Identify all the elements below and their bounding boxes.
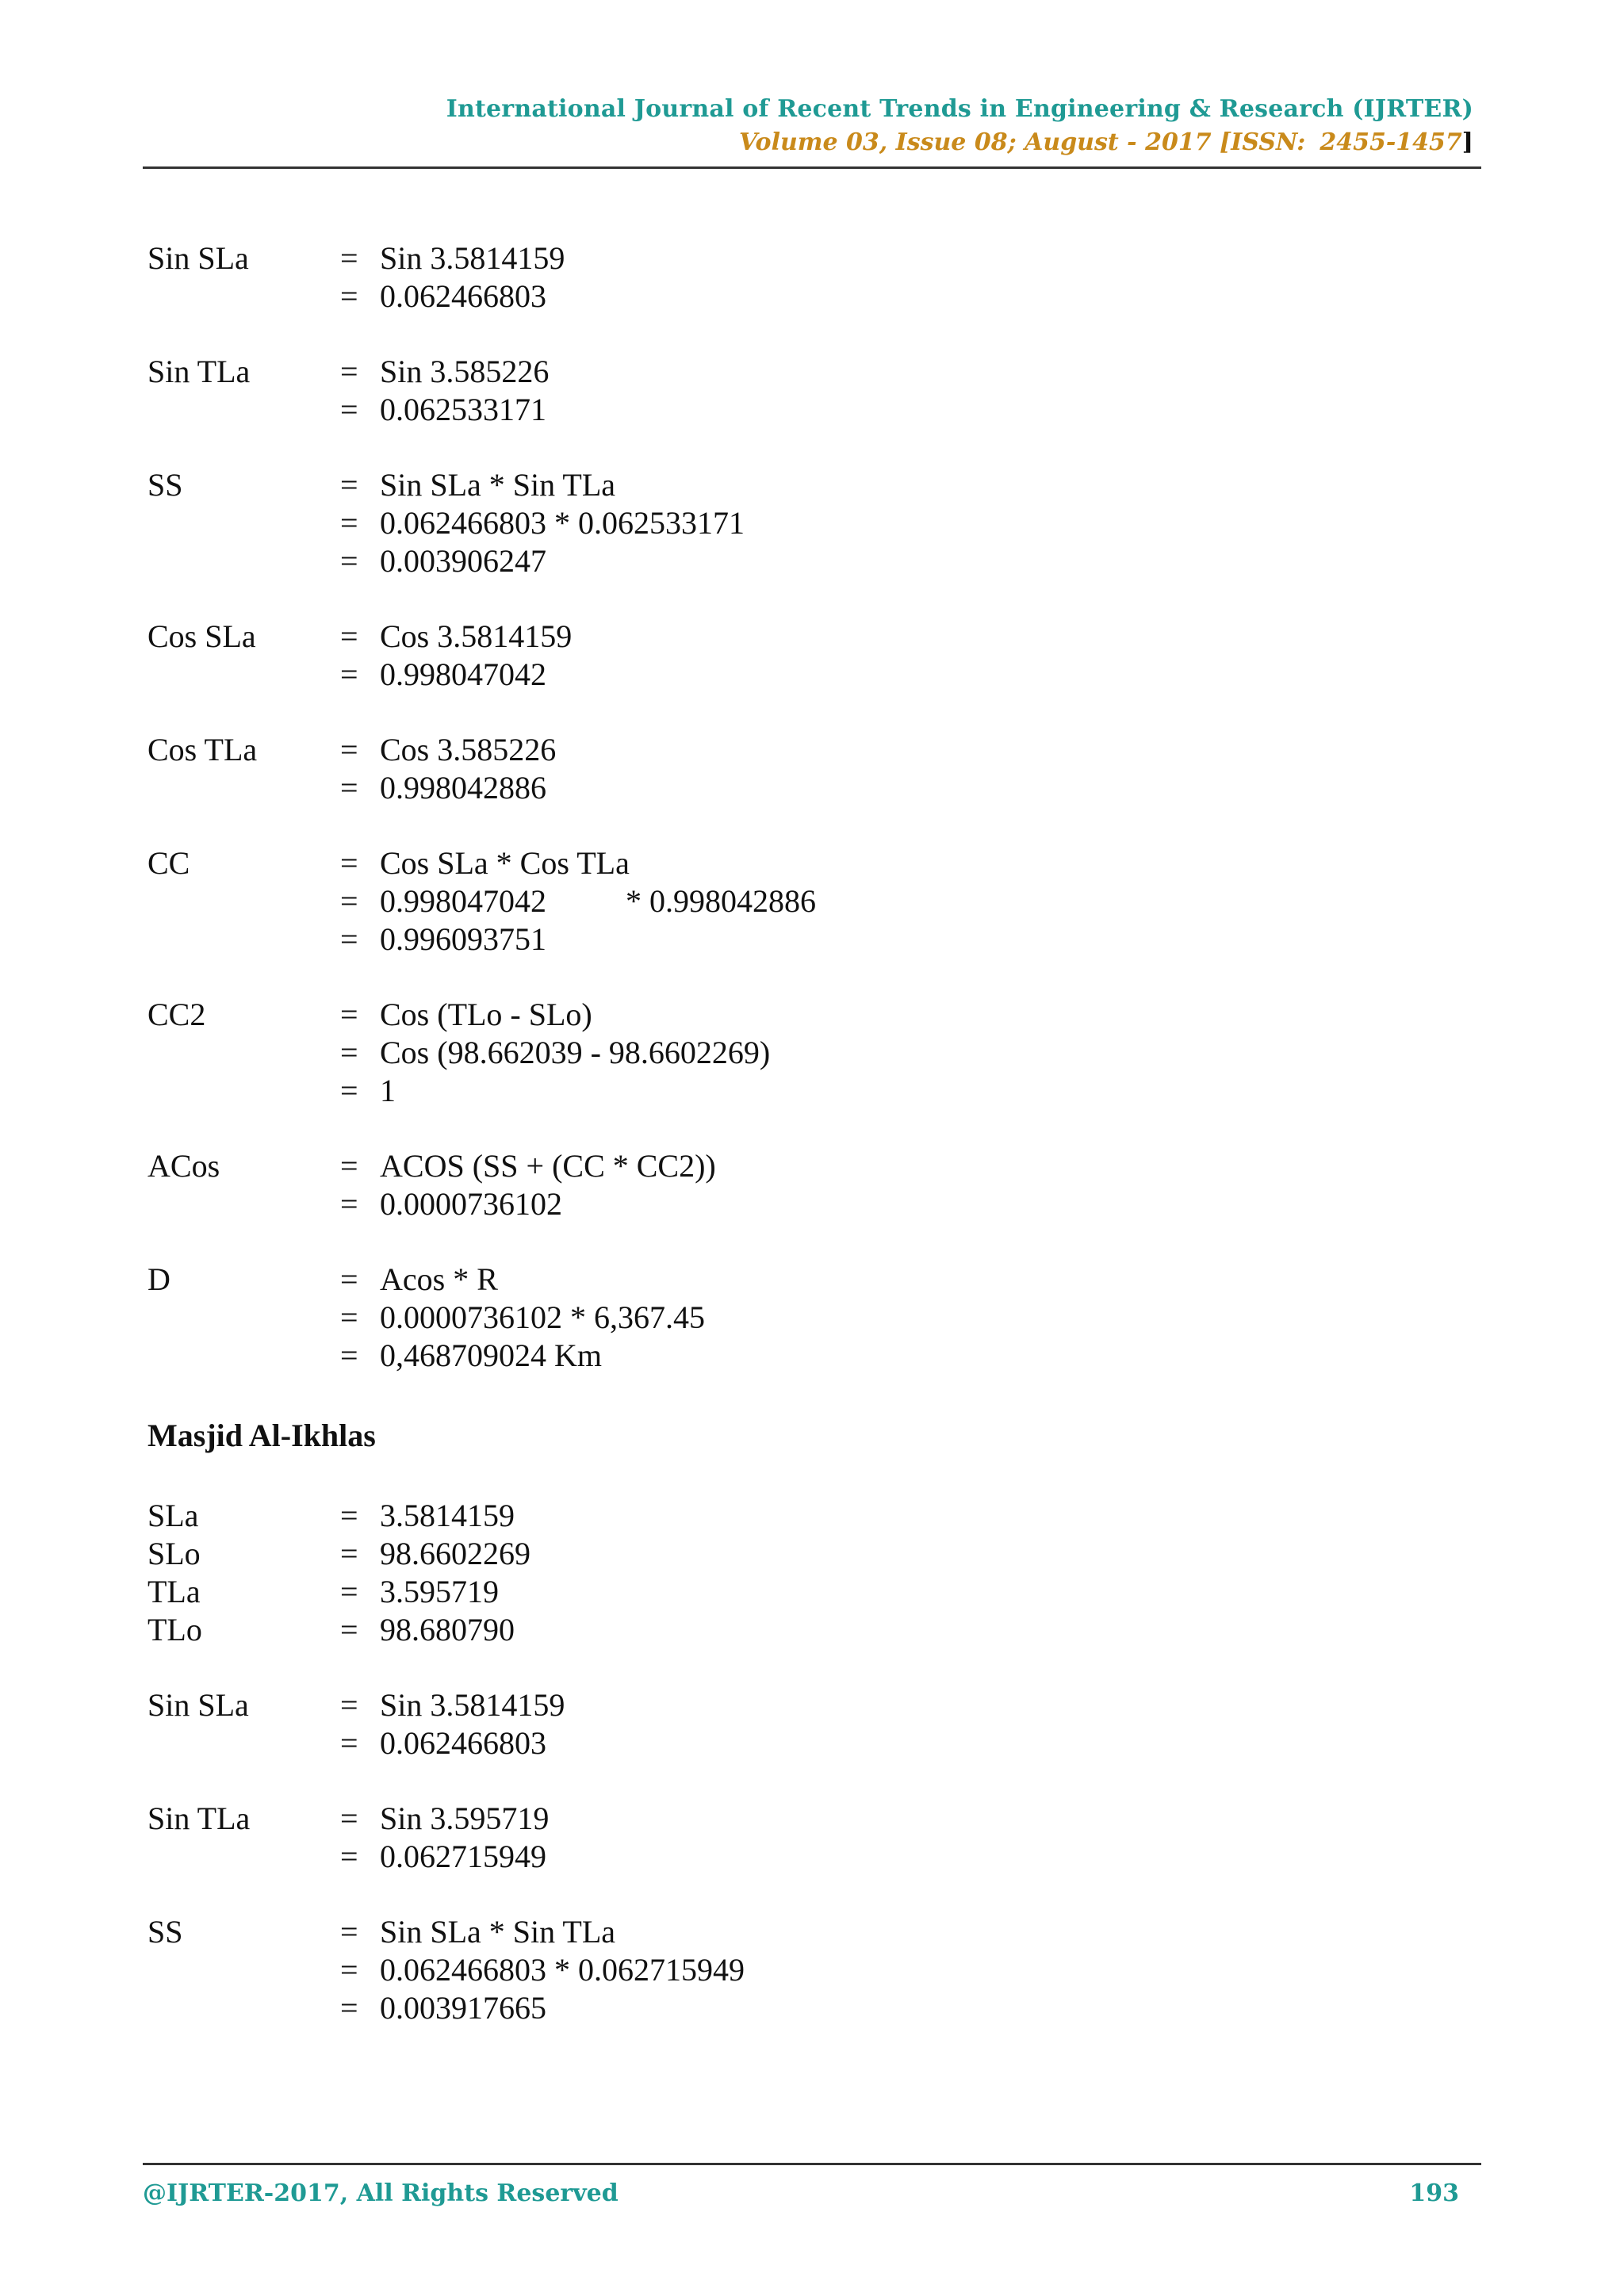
equation-row [147,731,1480,769]
equation-row [147,844,1480,882]
variable-label: Sin SLa [147,240,249,276]
expression: 0.062466803 [380,278,546,314]
equals-sign: = [340,1299,358,1335]
equation-row [147,353,1480,391]
expression: 0.996093751 [380,921,546,957]
expression: Cos (TLo - SLo) [380,997,592,1032]
equals-sign: = [340,1687,358,1723]
equation-row [147,882,1480,920]
expression: 0.062466803 * 0.062533171 [380,505,745,541]
equation-row [147,1034,1480,1072]
expression: 0.062466803 [380,1725,546,1761]
equation-row [147,1686,1480,1724]
section-heading: Masjid Al-Ikhlas [147,1418,376,1453]
variable-label: TLo [147,1612,202,1647]
equation-row [147,466,1480,504]
equals-sign: = [340,1725,358,1761]
equals-sign: = [340,1186,358,1222]
equation-row [147,277,1480,316]
equals-sign: = [340,392,358,427]
equals-sign: = [340,1337,358,1373]
expression: ACOS (SS + (CC * CC2)) [380,1148,716,1184]
equation-row [147,391,1480,429]
variable-label: D [147,1261,170,1297]
coordinate-value: 98.6602269 [380,1536,530,1571]
equals-sign: = [340,1261,358,1297]
expression: Cos 3.585226 [380,732,557,767]
expression: Sin SLa * Sin TLa [380,467,616,503]
expression: Sin SLa * Sin TLa [380,1914,616,1950]
equation-row [147,1724,1480,1762]
equation-row [147,1989,1480,2027]
equation-row [147,1337,1480,1375]
equals-sign: = [340,1073,358,1108]
expression: 0.003906247 [380,543,546,579]
variable-label: CC2 [147,997,206,1032]
variable-label: SLa [147,1498,199,1533]
expression-operand: * 0.998042886 [626,883,816,919]
variable-label: Sin SLa [147,1687,249,1723]
expression: 0.998047042 [380,656,546,692]
expression: 1 [380,1073,396,1108]
coordinate-row [147,1611,1480,1649]
variable-label: SS [147,467,183,503]
equals-sign: = [340,240,358,276]
equation-row [147,920,1480,959]
equals-sign: = [340,1498,358,1533]
expression: Cos 3.5814159 [380,618,573,654]
equals-sign: = [340,543,358,579]
equals-sign: = [340,883,358,919]
coordinate-value: 3.595719 [380,1574,499,1609]
expression [380,882,1480,920]
equals-sign: = [340,1536,358,1571]
expression: 0.062466803 * 0.062715949 [380,1952,745,1988]
equals-sign: = [340,467,358,503]
equals-sign: = [340,845,358,881]
variable-label: SLo [147,1536,201,1571]
equation-row [147,656,1480,694]
equals-sign: = [340,618,358,654]
equals-sign: = [340,1914,358,1950]
volume-issue-text: Volume 03, Issue 08; August - 2017 [ISSN: [739,128,1306,156]
coordinate-row [147,1497,1480,1535]
variable-label: ACos [147,1148,220,1184]
equation-row [147,239,1480,277]
coordinate-value: 3.5814159 [380,1498,515,1533]
coordinate-row [147,1535,1480,1573]
expression: 0.0000736102 * 6,367.45 [380,1299,705,1335]
expression: Acos * R [380,1261,498,1297]
expression: Cos SLa * Cos TLa [380,845,630,881]
journal-title: International Journal of Recent Trends in Engineering & Research (IJRTER) [446,95,1473,123]
equals-sign: = [340,1800,358,1836]
equals-sign: = [340,770,358,806]
expression: Sin 3.585226 [380,354,550,389]
coordinate-row [147,1573,1480,1611]
variable-label: Cos TLa [147,732,258,767]
equation-row [147,1185,1480,1223]
equation-row [147,1913,1480,1951]
equals-sign: = [340,732,358,767]
page-number: 193 [1409,2179,1459,2207]
variable-label: Sin TLa [147,354,251,389]
equals-sign: = [340,1952,358,1988]
equation-row [147,1261,1480,1299]
equals-sign: = [340,1839,358,1874]
variable-label: CC [147,845,190,881]
equation-row [147,996,1480,1034]
coordinate-value: 98.680790 [380,1612,515,1647]
expression: 0,468709024 Km [380,1337,602,1373]
volume-issue-line [739,128,1473,156]
equals-sign: = [340,1612,358,1647]
issn-bracket: ] [1461,128,1473,156]
expression: 0.062533171 [380,392,546,427]
equation-row [147,504,1480,542]
page-header [143,95,1481,169]
expression: 0.062715949 [380,1839,546,1874]
expression: Sin 3.5814159 [380,1687,565,1723]
copyright-notice: @IJRTER-2017, All Rights Reserved [143,2179,619,2207]
variable-label: TLa [147,1574,201,1609]
expression-operand: 0.998047042 [380,883,546,919]
calculation-body [147,239,1480,2027]
equals-sign: = [340,505,358,541]
equation-row [147,769,1480,807]
equals-sign: = [340,1035,358,1070]
expression: Sin 3.5814159 [380,240,565,276]
issn-number: 2455-1457 [1320,128,1462,156]
variable-label: Cos SLa [147,618,256,654]
equals-sign: = [340,354,358,389]
equals-sign: = [340,1990,358,2026]
equals-sign: = [340,997,358,1032]
equals-sign: = [340,1148,358,1184]
expression: 0.0000736102 [380,1186,562,1222]
variable-label: Sin TLa [147,1800,251,1836]
expression: Cos (98.662039 - 98.6602269) [380,1035,771,1070]
equals-sign: = [340,1574,358,1609]
equation-row [147,1072,1480,1110]
equation-row [147,1299,1480,1337]
variable-label: SS [147,1914,183,1950]
equation-row [147,618,1480,656]
equation-row [147,1951,1480,1989]
equation-row [147,1147,1480,1185]
expression: 0.998042886 [380,770,546,806]
equation-row [147,542,1480,580]
equals-sign: = [340,921,358,957]
expression: 0.003917665 [380,1990,546,2026]
expression: Sin 3.595719 [380,1800,550,1836]
equation-row [147,1838,1480,1876]
equals-sign: = [340,656,358,692]
page-footer [143,2163,1481,2213]
equation-row [147,1800,1480,1838]
equals-sign: = [340,278,358,314]
